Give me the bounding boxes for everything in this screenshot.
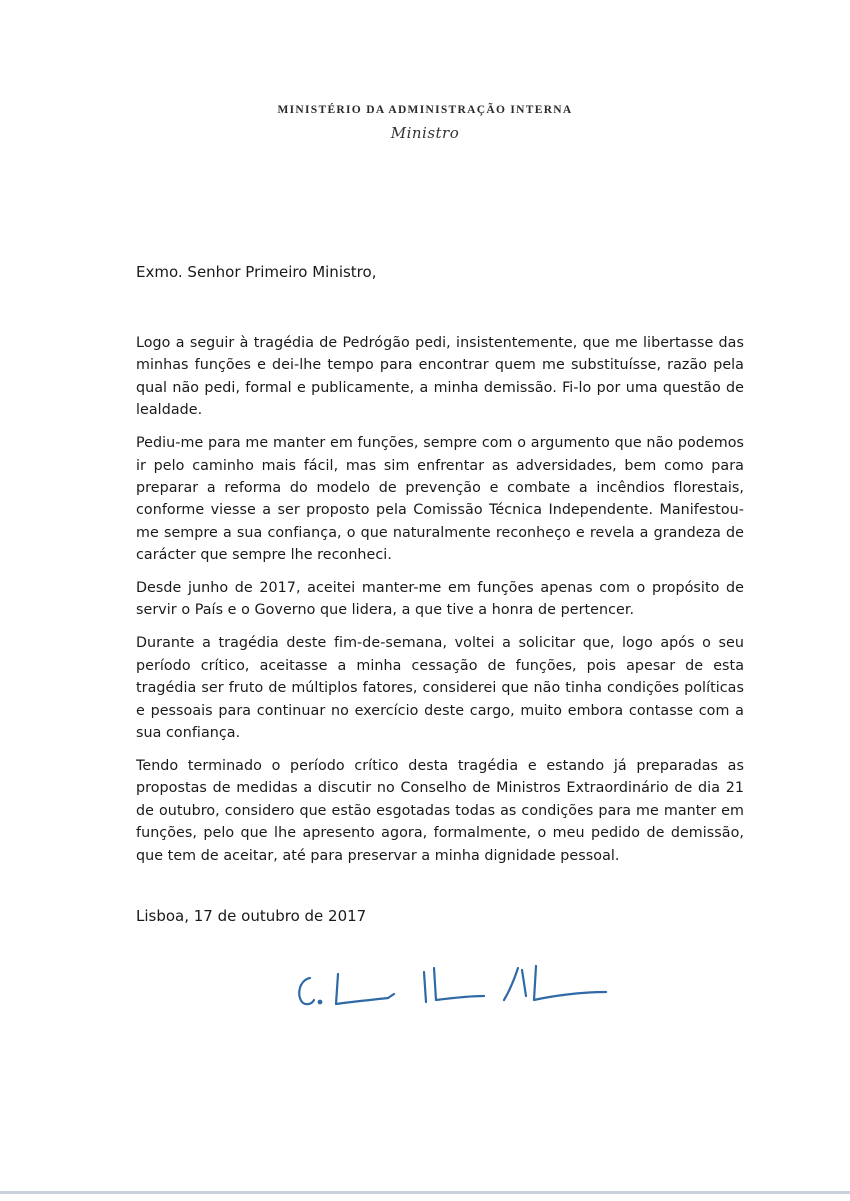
- paragraph-2: Pediu-me para me manter em funções, sempre com o argumento que não podemos ir pelo caminho mais fácil, mas sim enfrentar as adversidades, bem como para preparar a reforma do modelo de prevenção e combate a incêndios florestais, conforme viesse a ser proposto pela Comissão Técnica Independente. Manifestou-me sempre a sua confiança, o que naturalmente reconheço e revela a grandeza de carácter que sempre lhe reconheci.: [136, 435, 744, 564]
- handwritten-signature: [290, 950, 620, 1020]
- paragraph-5: Tendo terminado o período crítico desta tragédia e estando já preparadas as propostas de medidas a discutir no Conselho de Ministros Extraordinário de dia 21 de outubro, considero que estão esgotadas todas as condições para me manter em funções, pelo que lhe apresento agora, formalmente, o meu pedido de demissão, que tem de aceitar, até para preservar a minha dignidade pessoal.: [136, 757, 744, 864]
- date-line: Lisboa, 17 de outubro de 2017: [136, 907, 367, 925]
- paragraph-4: Durante a tragédia deste fim-de-semana, voltei a solicitar que, logo após o seu período crítico, aceitasse a minha cessação de funções, pois apesar de esta tragédia ser fruto de múltiplos fatores, considerei que não tinha condições políticas e pessoais para continuar no exercício deste cargo, muito embora contasse com a sua confiança.: [136, 635, 744, 741]
- salutation: Exmo. Senhor Primeiro Ministro,: [136, 263, 377, 281]
- ministry-name: MINISTÉRIO DA ADMINISTRAÇÃO INTERNA: [277, 104, 573, 116]
- paragraph-1: Logo a seguir à tragédia de Pedrógão pedi, insistentemente, que me libertasse das minhas funções e dei-lhe tempo para encontrar quem me substituísse, razão pela qual não pedi, formal e publicamente, a minha demissão. Fi-lo por uma questão de lealdade.: [136, 335, 744, 419]
- letter-body: [136, 332, 744, 877]
- paragraph-3: Desde junho de 2017, aceitei manter-me em funções apenas com o propósito de servir o País e o Governo que lidera, a que tive a honra de pertencer.: [136, 580, 744, 619]
- minister-title: Ministro: [390, 124, 460, 142]
- letterhead: [0, 104, 850, 142]
- bottom-rule: [0, 1191, 850, 1194]
